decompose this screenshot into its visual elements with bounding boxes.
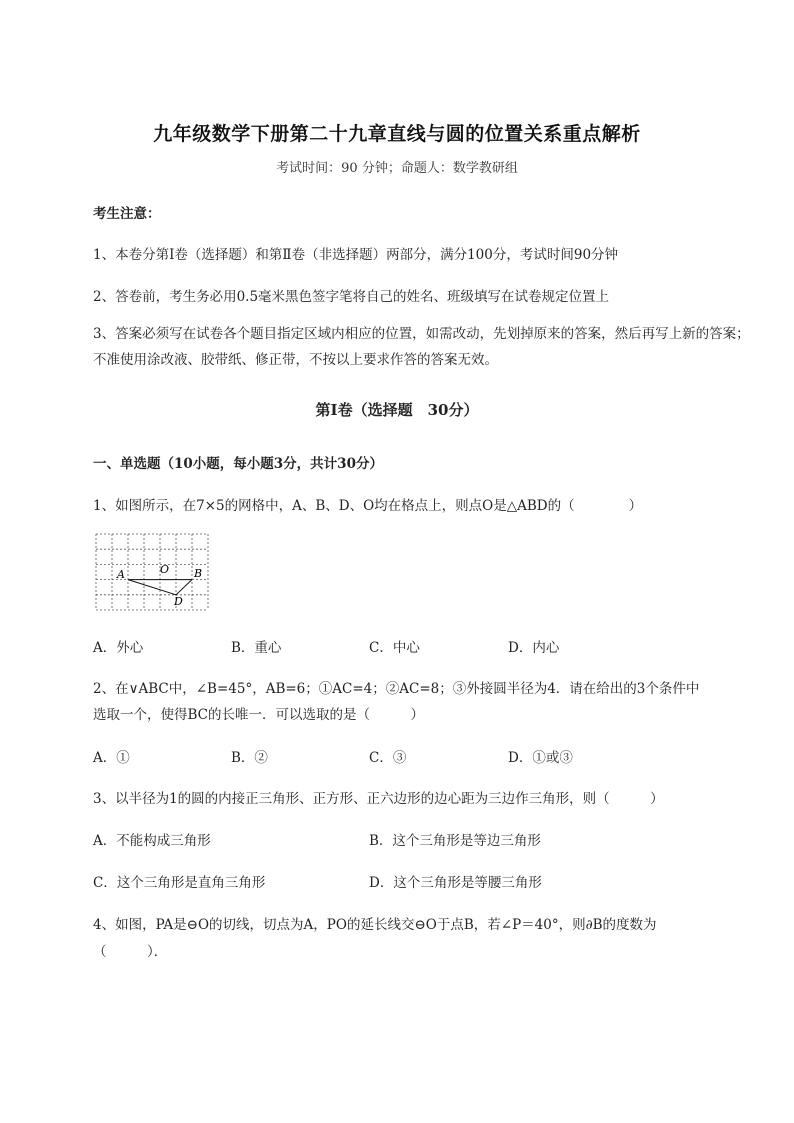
notice-heading: 考生注意： (93, 206, 161, 222)
question-2-option-c: C．③ (369, 750, 407, 766)
question-1-stem: 1、如图所示，在7×5的网格中，A、B、D、O均在格点上，则点O是△ABD的（ ） (93, 498, 643, 514)
page-title: 九年级数学下册第二十九章直线与圆的位置关系重点解析 (153, 123, 641, 145)
question-3-option-c: C．这个三角形是直角三角形 (93, 875, 266, 891)
grid-figure (94, 532, 210, 614)
question-2-stem-line-1: 2、在∨ABC中，∠B=45°，AB=6；①AC=4；②AC=8；③外接圆半径为4．请在给出的3个条件中 (93, 681, 700, 697)
point-d-label: D (174, 595, 183, 608)
question-1-option-d: D．内心 (508, 640, 560, 656)
question-4-stem-line-1: 4、如图，PA是⊖O的切线，切点为A，PO的延长线交⊖O于点B，若∠P＝40°，则∂B的度数为 (93, 917, 657, 933)
notice-item-1: 1、本卷分第Ⅰ卷（选择题）和第Ⅱ卷（非选择题）两部分，满分100分，考试时间90分钟 (93, 247, 619, 263)
question-4-stem-line-2: （ ）． (93, 944, 168, 960)
section-heading: 一、单选题（10小题，每小题3分，共计30分） (93, 456, 383, 472)
question-3-option-b: B．这个三角形是等边三角形 (369, 833, 541, 849)
question-3-option-d: D．这个三角形是等腰三角形 (369, 875, 542, 891)
question-2-option-d: D．①或③ (508, 750, 573, 766)
question-1-option-c: C．中心 (369, 640, 420, 656)
grid-lines (96, 534, 208, 610)
exam-subtitle: 考试时间：90 分钟；命题人：数学教研组 (276, 161, 518, 176)
point-a-label: A (117, 568, 125, 581)
question-2-option-a: A．① (93, 750, 130, 766)
question-2-stem-line-2: 选取一个，使得BC的长唯一．可以选取的是（ ） (93, 707, 424, 723)
question-3-stem: 3、以半径为1的圆的内接正三角形、正方形、正六边形的边心距为三边作三角形，则（ ） (93, 791, 664, 807)
notice-item-3: 3、答案必须写在试卷各个题目指定区域内相应的位置，如需改动，先划掉原来的答案，然后再写上新的答案；不准使用涂改液、胶带纸、修正带，不按以上要求作答的答案无效。 (93, 326, 750, 368)
question-1-option-a: A．外心 (93, 640, 144, 656)
point-b-label: B (194, 567, 203, 580)
notice-item-2: 2、答卷前，考生务必用0.5毫米黑色签字笔将自己的姓名、班级填写在试卷规定位置上 (93, 289, 610, 305)
question-3-option-a: A．不能构成三角形 (93, 833, 211, 849)
part-heading: 第Ⅰ卷（选择题 30分） (315, 401, 479, 419)
question-2-option-b: B．② (231, 750, 268, 766)
question-1-option-b: B．重心 (231, 640, 282, 656)
point-o-label: O (160, 563, 170, 576)
